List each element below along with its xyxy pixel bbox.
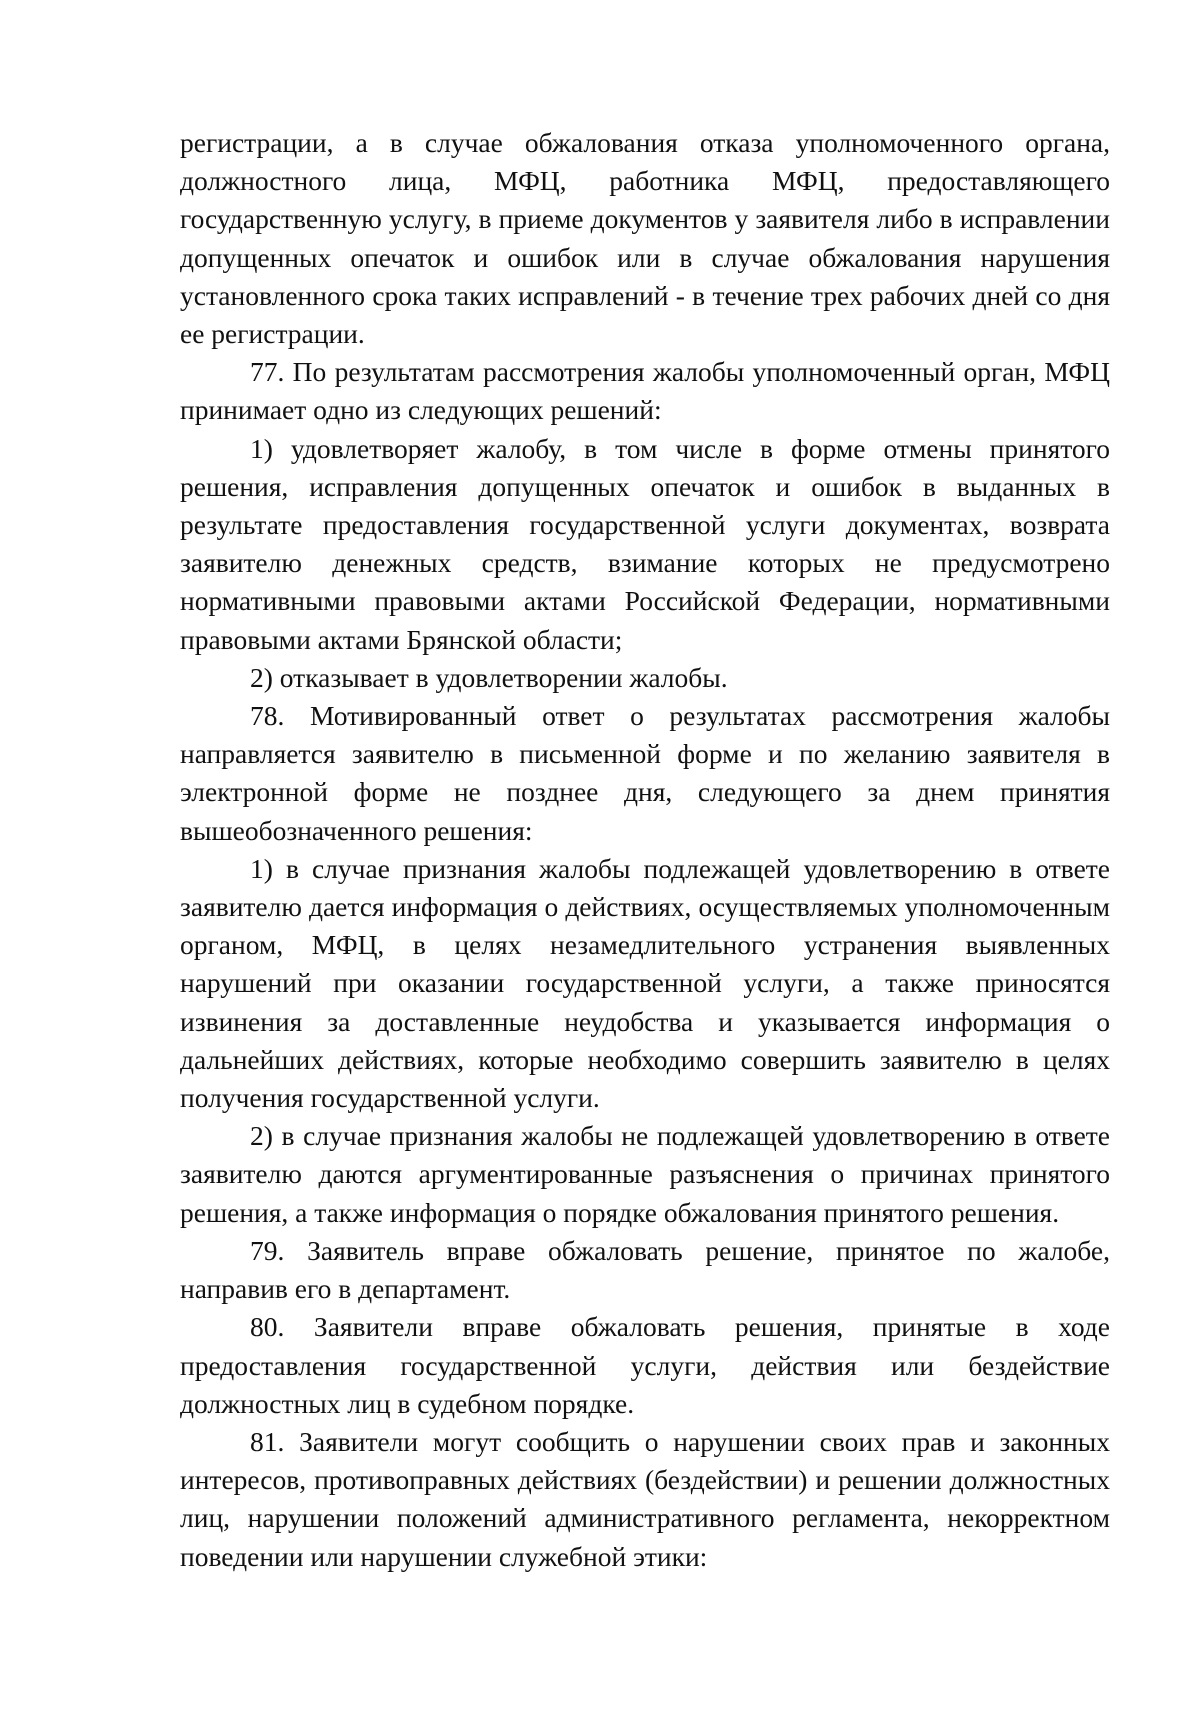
- paragraph-77-item-2: 2) отказывает в удовлетворении жалобы.: [250, 661, 728, 693]
- paragraph-continuation: регистрации, а в случае обжалования отказа уполномоченного органа, должностного лица, МФЦ, работника МФЦ, предоставляющего государственную услугу, в приеме документов у заявителя либо в исправлении допущенных опечаток и ошибок или в случае обжалования нарушения установленного срока таких исправлений - в течение трех рабочих дней со дня ее регистрации.: [180, 127, 1110, 350]
- paragraph-78-item-2: 2) в случае признания жалобы не подлежащей удовлетворению в ответе заявителю даются аргументированные разъяснения о причинах принятого решения, а также информация о порядке обжалования принятого решения.: [180, 1120, 1110, 1228]
- paragraph-78: 78. Мотивированный ответ о результатах рассмотрения жалобы направляется заявителю в письменной форме и по желанию заявителя в электронной форме не позднее дня, следующего за днем принятия вышеобозначенного решения:: [180, 700, 1110, 846]
- document-body: [180, 124, 1110, 1576]
- paragraph-79: 79. Заявитель вправе обжаловать решение, принятое по жалобе, направив его в департамент.: [180, 1234, 1110, 1305]
- paragraph-81: 81. Заявители могут сообщить о нарушении своих прав и законных интересов, противоправных действиях (бездействии) и решении должностных лиц, нарушении положений административного регламента, некорректном поведении или нарушении служебной этики:: [180, 1425, 1110, 1572]
- paragraph-77: 77. По результатам рассмотрения жалобы уполномоченный орган, МФЦ принимает одно из следующих решений:: [180, 356, 1110, 426]
- paragraph-80: 80. Заявители вправе обжаловать решения, принятые в ходе предоставления государственной услуги, действия или бездействие должностных лиц в судебном порядке.: [180, 1311, 1110, 1419]
- paragraph-78-item-1: 1) в случае признания жалобы подлежащей удовлетворению в ответе заявителю дается информация о действиях, осуществляемых уполномоченным органом, МФЦ, в целях незамедлительного устранения выявленных нарушений при оказании государственной услуги, а также приносятся извинения за доставленные неудобства и указывается информация о дальнейших действиях, которые необходимо совершить заявителю в целях получения государственной услуги.: [180, 852, 1110, 1114]
- paragraph-77-item-1: 1) удовлетворяет жалобу, в том числе в форме отмены принятого решения, исправления допущенных опечаток и ошибок в выданных в результате предоставления государственной услуги документах, возврата заявителю денежных средств, взимание которых не предусмотрено нормативными правовыми актами Российской Федерации, нормативными правовыми актами Брянской области;: [180, 432, 1110, 655]
